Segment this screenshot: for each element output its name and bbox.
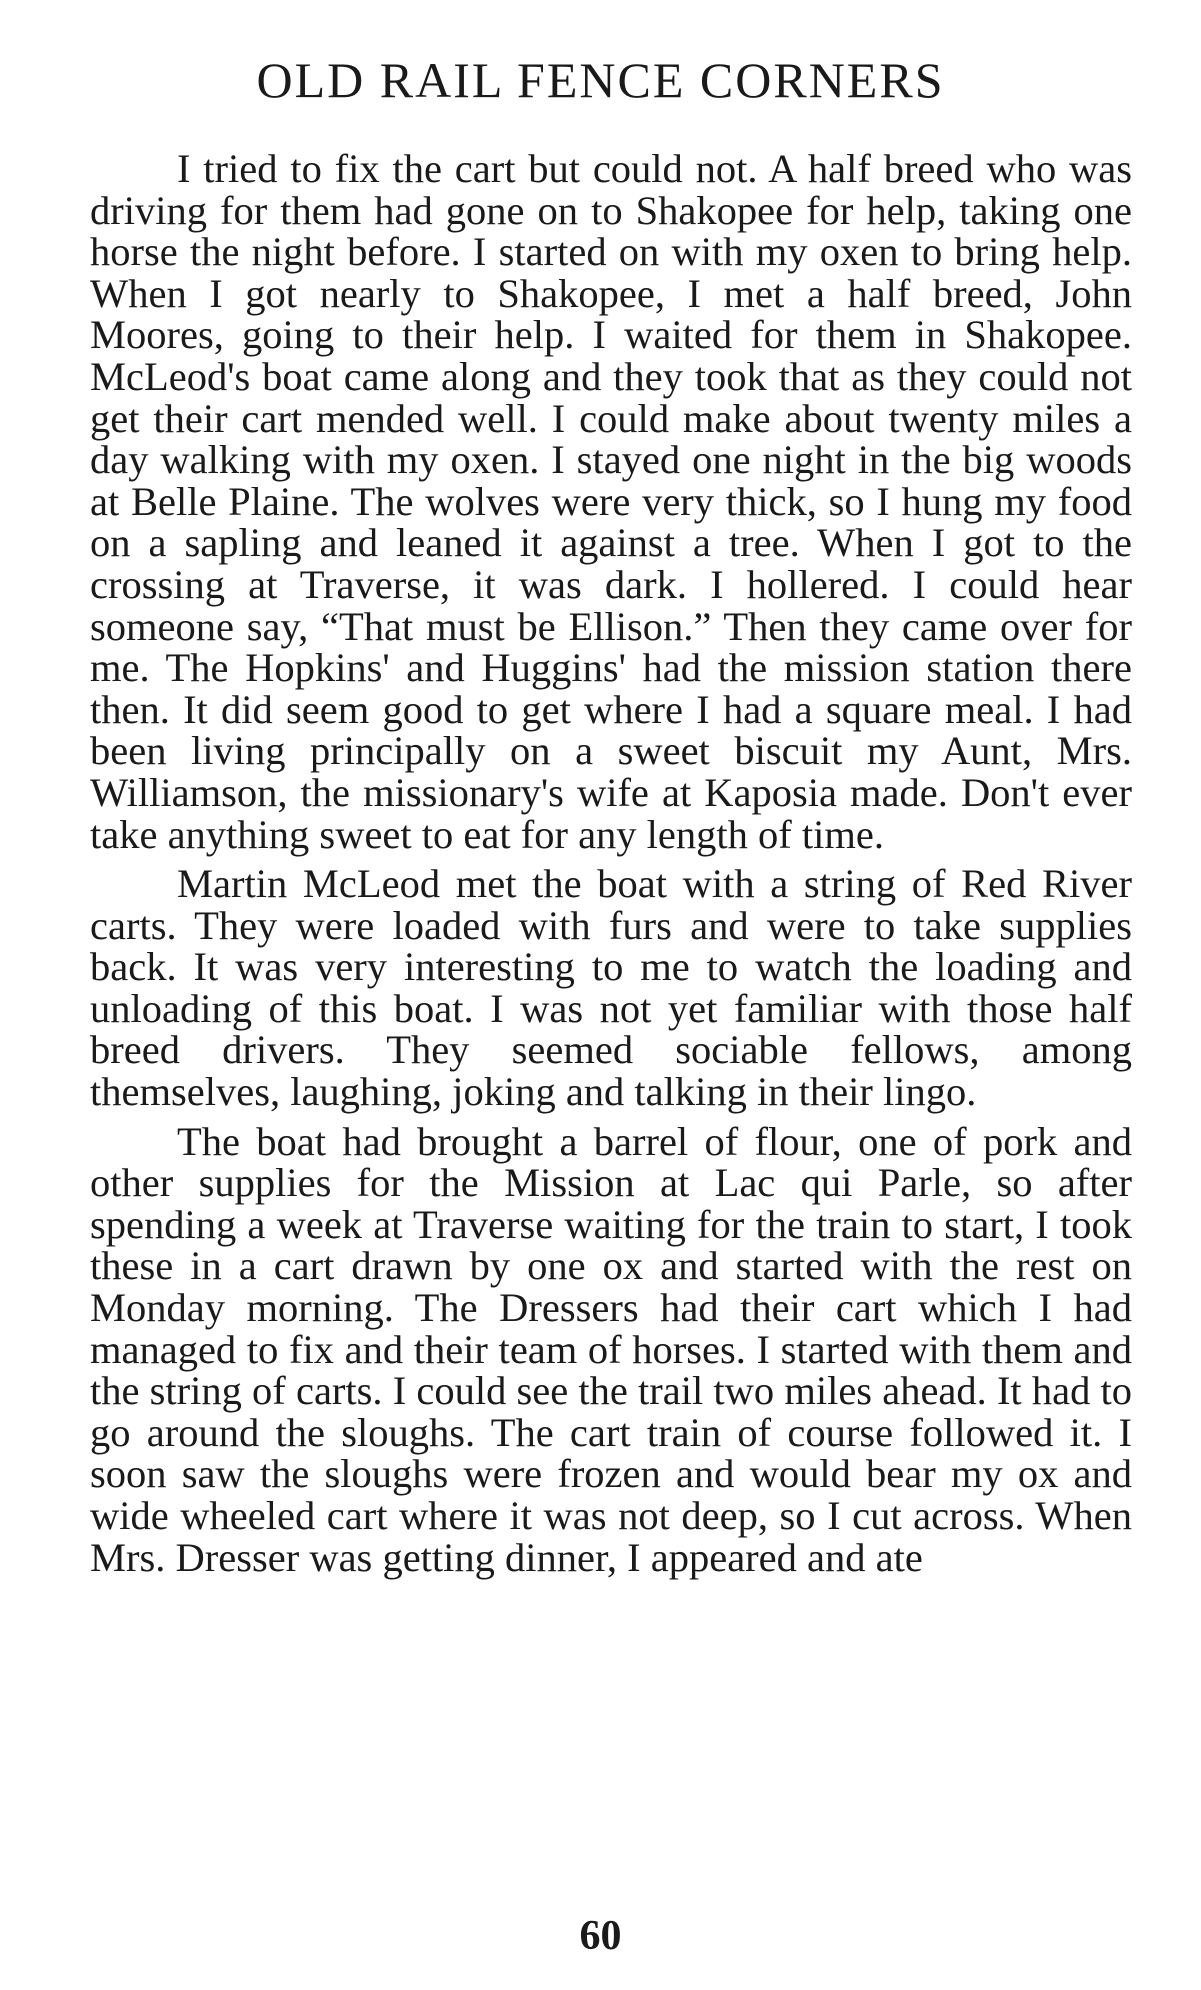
paragraph: The boat had brought a barrel of flour, one of pork and other supplies for the Mission at Lac qui Parle, so after spending a week at Traverse waiting for the train to start, I took these in a cart drawn by one ox and started with the rest on Monday morning. The Dressers had their cart which I had managed to fix and their team of horses. I started with them and the string of carts. I could see the trail two miles ahead. It had to go around the sloughs. The cart train of course followed it. I soon saw the sloughs were frozen and would bear my ox and wide wheeled cart where it was not deep, so I cut across. When Mrs. Dresser was getting dinner, I appeared and ate [90,1118,1132,1580]
body-text [90,148,1132,1578]
page-number: 60 [579,1913,622,1959]
running-head: OLD RAIL FENCE CORNERS [256,52,945,108]
paragraph: I tried to fix the cart but could not. A half breed who was driving for them had gone on to Shakopee for help, taking one horse the night before. I started on with my oxen to bring help. When I got nearly to Shakopee, I met a half breed, John Moores, going to their help. I waited for them in Shakopee. McLeod's boat came along and they took that as they could not get their cart mended well. I could make about twenty miles a day walking with my oxen. I stayed one night in the big woods at Belle Plaine. The wolves were very thick, so I hung my food on a sapling and leaned it against a tree. When I got to the crossing at Traverse, it was dark. I hollered. I could hear someone say, “That must be Ellison.” Then they came over for me. The Hopkins' and Huggins' had the mission station there then. It did seem good to get where I had a square meal. I had been living principally on a sweet biscuit my Aunt, Mrs. Williamson, the missionary's wife at Kaposia made. Don't ever take anything sweet to eat for any length of time. [90,146,1132,857]
paragraph: Martin McLeod met the boat with a string of Red River carts. They were loaded with furs and were to take supplies back. It was very interesting to me to watch the loading and unloading of this boat. I was not yet familiar with those half breed drivers. They seemed sociable fellows, among themselves, laughing, joking and talking in their lingo. [90,861,1132,1115]
